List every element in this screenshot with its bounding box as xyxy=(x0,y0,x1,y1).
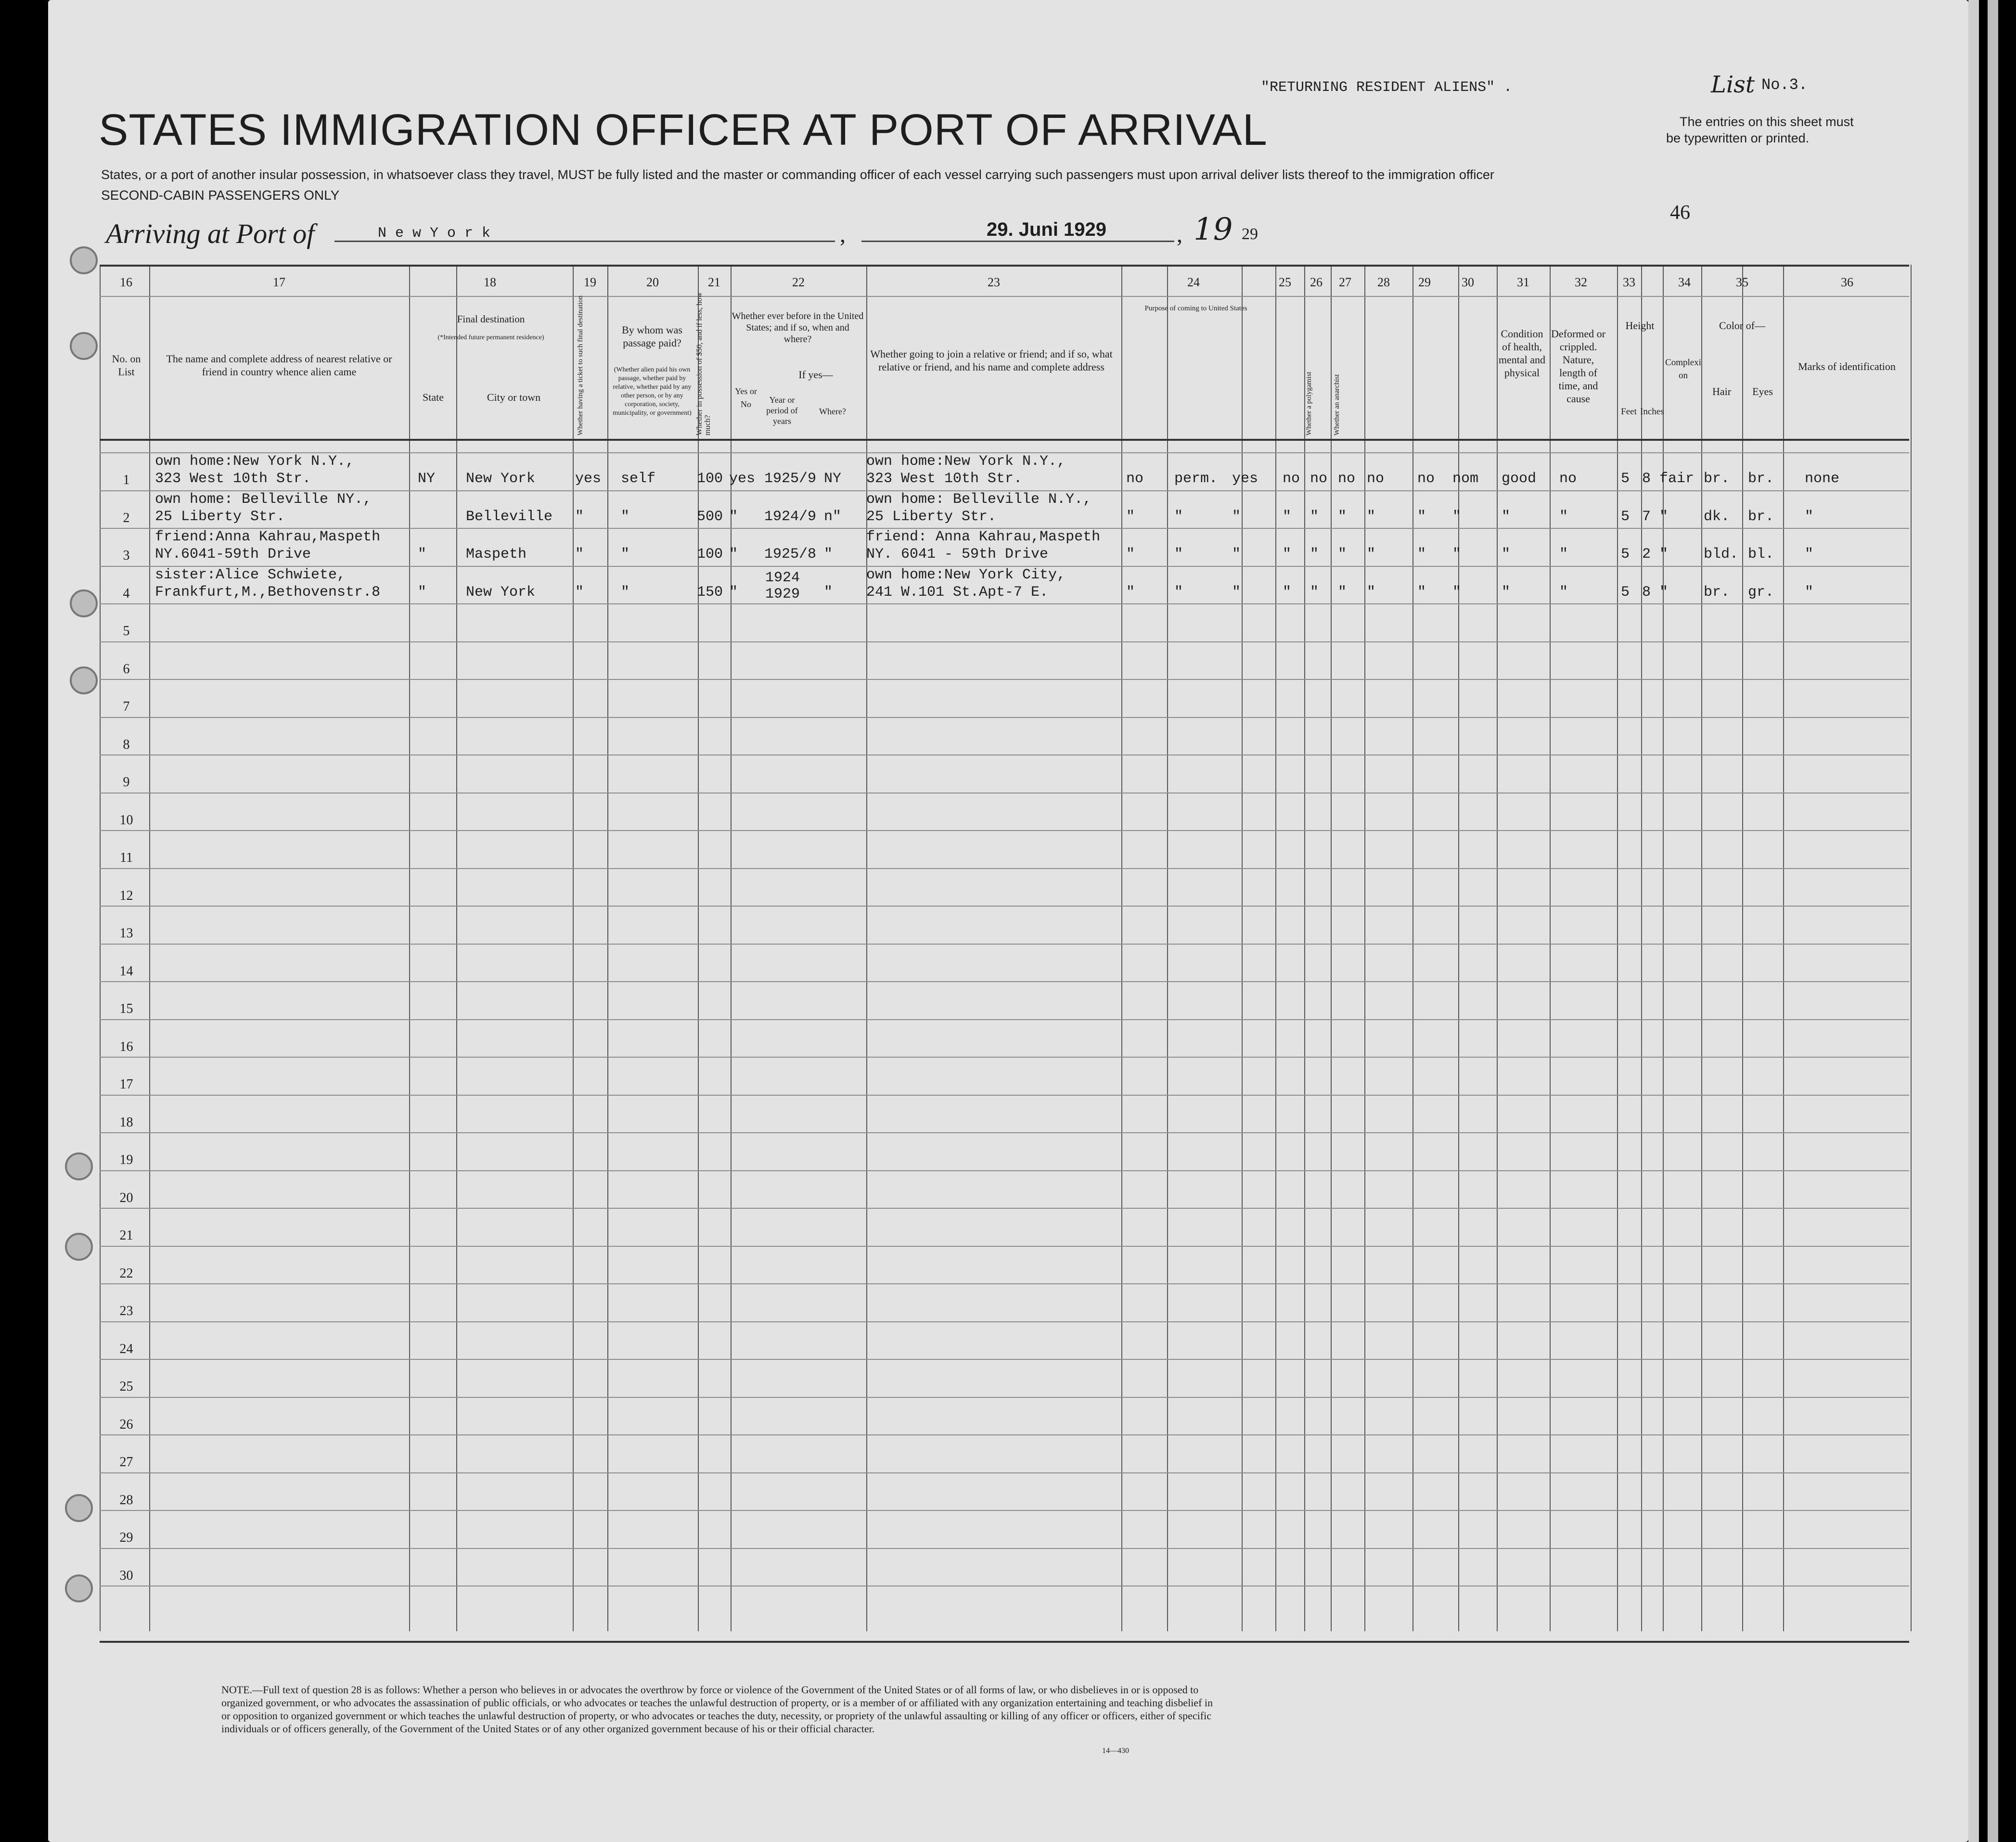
column-line xyxy=(698,265,699,1631)
join-address-line: 241 W.101 St.Apt-7 E. xyxy=(866,584,1049,601)
row-number: 21 xyxy=(119,1228,133,1243)
money-value: 100 xyxy=(697,546,723,563)
purpose-value: " xyxy=(1126,509,1135,525)
year-prefix: 19 xyxy=(1194,212,1233,247)
comma: , xyxy=(1177,222,1182,247)
row-line xyxy=(100,1057,1909,1058)
join-address-line: NY. 6041 - 59th Drive xyxy=(866,546,1049,563)
q25-value: " xyxy=(1283,509,1292,525)
header-health: Condition of health, mental and physical xyxy=(1498,328,1546,379)
row-number: 30 xyxy=(119,1568,133,1583)
before-in-us: " xyxy=(729,546,738,563)
header-ticket: Whether having a ticket to such final destination xyxy=(577,295,584,435)
deformed-value: " xyxy=(1559,584,1568,601)
row-number: 5 xyxy=(123,624,130,639)
column-number: 16 xyxy=(120,275,132,289)
purpose-value: " xyxy=(1174,584,1183,601)
cabin-line: SECOND-CABIN PASSENGERS ONLY xyxy=(101,188,340,203)
row-number: 14 xyxy=(119,964,133,979)
q30-value: nom xyxy=(1452,471,1479,487)
row-line xyxy=(100,717,1909,718)
row-line xyxy=(100,641,1909,642)
column-number: 27 xyxy=(1339,275,1351,289)
header-marks: Marks of identification xyxy=(1798,360,1896,372)
column-number: 25 xyxy=(1279,275,1291,289)
anarchist-value: " xyxy=(1338,546,1347,563)
row-line xyxy=(100,981,1909,982)
page-edge xyxy=(1968,0,1979,1842)
identification-marks: " xyxy=(1805,546,1814,563)
q28-value: " xyxy=(1367,584,1376,601)
destination-state: " xyxy=(418,546,427,563)
header-eyes: Eyes xyxy=(1752,385,1773,397)
header-divider xyxy=(100,296,1909,297)
column-number: 23 xyxy=(988,275,1000,289)
row-line xyxy=(100,1397,1909,1398)
column-line xyxy=(456,265,457,1631)
column-number: 36 xyxy=(1841,275,1853,289)
punch-hole xyxy=(70,246,98,274)
polygamist-value: no xyxy=(1310,471,1328,487)
row-number: 26 xyxy=(119,1417,133,1432)
column-line xyxy=(573,265,574,1631)
row-number: 2 xyxy=(123,511,130,525)
relative-address-line: own home:New York N.Y., xyxy=(155,453,355,470)
header-period: Year or period of years xyxy=(766,395,798,426)
row-number: 17 xyxy=(119,1077,133,1092)
column-line xyxy=(866,265,867,1631)
row-line xyxy=(100,603,1909,604)
header-possession-50: Whether in possession of $50, and if less, how much? xyxy=(695,292,712,435)
row-line xyxy=(100,1246,1909,1247)
height-inches: 8 xyxy=(1642,584,1651,601)
page-edge xyxy=(1988,0,1998,1842)
complexion-value: fair xyxy=(1659,471,1695,487)
row-number: 20 xyxy=(119,1190,133,1205)
row-number: 1 xyxy=(123,473,130,487)
instruction-line: States, or a port of another insular possession, in whatsoever class they travel, MUST be fully listed and the master or commanding officer of each vessel carrying such passengers must upon arrival deliver lists thereof to the immigration officer xyxy=(101,167,1494,182)
table-top-line xyxy=(100,265,1909,267)
deformed-value: " xyxy=(1559,546,1568,563)
column-line xyxy=(1304,265,1305,1631)
header-bottom-line xyxy=(100,439,1909,441)
q29-value: " xyxy=(1417,509,1426,525)
q25-value: " xyxy=(1283,546,1292,563)
deformed-value: no xyxy=(1559,471,1577,487)
join-address-line: friend: Anna Kahrau,Maspeth xyxy=(866,529,1101,545)
column-line xyxy=(1121,265,1122,1631)
purpose-value: no xyxy=(1126,471,1144,487)
destination-city: Belleville xyxy=(466,509,553,525)
ticket-value: " xyxy=(575,509,584,525)
punch-hole xyxy=(65,1152,93,1180)
punch-hole xyxy=(65,1233,93,1261)
purpose-value: " xyxy=(1174,546,1183,563)
passage-paid: " xyxy=(621,546,630,563)
complexion-value: " xyxy=(1659,546,1669,563)
column-line xyxy=(731,265,732,1631)
anarchist-value: " xyxy=(1338,509,1347,525)
destination-city: New York xyxy=(466,584,536,601)
footnote: NOTE.—Full text of question 28 is as follows: Whether a person who believes in or advocates the overthrow by force or violence of the Government of the United States or of all forms of law, or who disbelieves in or is opposed to organized government, or who advocates the assassination of public officials, or who advocates or teaches the unlawful destruction of property, or is a member of or affiliated with any organization entertaining and teaching disbelief in or opposition to organized government or which teaches the unlawful destruction of property, or who advocates or teaches the duty, necessity, or propriety of the unlawful assaulting or killing of any officer or officers, either of specific individuals or of officers generally, of the Government of the United States or of any other organized government because of his or their official character. xyxy=(221,1684,1213,1735)
comma: , xyxy=(840,222,846,247)
column-number: 30 xyxy=(1462,275,1474,289)
table-bottom-line xyxy=(100,1641,1909,1643)
eye-color: bl. xyxy=(1748,546,1774,563)
row-line xyxy=(100,1095,1909,1096)
passage-paid: " xyxy=(621,584,630,601)
header-no-on-list: No. on List xyxy=(112,353,141,378)
sheet-number: 46 xyxy=(1670,202,1690,224)
row-number: 9 xyxy=(123,775,130,790)
row-number: 12 xyxy=(119,888,133,903)
purpose-value: " xyxy=(1126,546,1135,563)
port-value: N e w Y o r k xyxy=(378,225,491,242)
hair-color: bld. xyxy=(1704,546,1739,563)
purpose-value: perm. xyxy=(1174,471,1218,487)
q29-value: no xyxy=(1417,471,1435,487)
header-deformed: Deformed or crippled. Nature, length of time, and cause xyxy=(1551,328,1605,405)
row-line xyxy=(100,944,1909,945)
row-number: 13 xyxy=(119,926,133,941)
punch-hole xyxy=(65,1574,93,1602)
row-line xyxy=(100,1170,1909,1171)
header-purpose: Purpose of coming to United States xyxy=(1144,305,1247,312)
q30-value: " xyxy=(1452,509,1462,525)
join-address-line: own home: Belleville N.Y., xyxy=(866,491,1092,508)
before-in-us: " xyxy=(729,509,738,525)
list-number: No.3. xyxy=(1761,76,1808,94)
relative-address-line: 323 West 10th Str. xyxy=(155,471,311,487)
row-line xyxy=(100,1208,1909,1209)
join-address-line: 323 West 10th Str. xyxy=(866,471,1023,487)
header-anarchist: Whether an anarchist xyxy=(1333,374,1341,435)
column-number: 20 xyxy=(646,275,659,289)
q28-value: no xyxy=(1367,471,1385,487)
purpose-value: yes xyxy=(1232,471,1258,487)
ticket-value: " xyxy=(575,546,584,563)
column-line xyxy=(1412,265,1413,1631)
header-join-relative: Whether going to join a relative or friend; and if so, what relative or friend, and his name and complete address xyxy=(870,348,1113,373)
date-line xyxy=(861,241,1174,242)
column-line xyxy=(1550,265,1551,1631)
returning-resident-stamp: "RETURNING RESIDENT ALIENS" . xyxy=(1261,79,1513,96)
column-number: 35 xyxy=(1736,275,1748,289)
q29-value: " xyxy=(1417,584,1426,601)
destination-state: " xyxy=(418,584,427,601)
row-line xyxy=(100,1434,1909,1435)
row-line xyxy=(100,679,1909,680)
row-number: 28 xyxy=(119,1493,133,1508)
column-number: 31 xyxy=(1517,275,1529,289)
column-number: 22 xyxy=(792,275,805,289)
row-line xyxy=(100,1283,1909,1284)
health-value: " xyxy=(1502,509,1511,525)
row-line xyxy=(100,1132,1909,1133)
passage-paid: self xyxy=(621,471,656,487)
column-number: 32 xyxy=(1575,275,1587,289)
row-line xyxy=(100,906,1909,907)
purpose-value: " xyxy=(1232,546,1241,563)
height-feet: 5 xyxy=(1621,509,1630,525)
before-in-us: " xyxy=(729,584,738,601)
row-line xyxy=(100,1359,1909,1360)
health-value: " xyxy=(1502,546,1511,563)
relative-address-line: friend:Anna Kahrau,Maspeth xyxy=(155,529,381,545)
purpose-value: " xyxy=(1232,584,1241,601)
column-number: 33 xyxy=(1623,275,1635,289)
punch-hole xyxy=(70,589,98,617)
q25-value: " xyxy=(1283,584,1292,601)
header-feet: Feet xyxy=(1621,407,1637,417)
relative-address-line: NY.6041-59th Drive xyxy=(155,546,311,563)
identification-marks: " xyxy=(1805,584,1814,601)
row-line xyxy=(100,868,1909,869)
column-number: 26 xyxy=(1310,275,1323,289)
polygamist-value: " xyxy=(1310,509,1319,525)
column-number: 34 xyxy=(1678,275,1691,289)
polygamist-value: " xyxy=(1310,584,1319,601)
header-complexion: Complexion xyxy=(1665,358,1701,381)
column-line xyxy=(1617,265,1618,1631)
header-where: Where? xyxy=(819,407,846,416)
join-address-line: own home:New York City, xyxy=(866,567,1066,583)
q25-value: no xyxy=(1283,471,1300,487)
anarchist-value: " xyxy=(1338,584,1347,601)
column-line xyxy=(1663,265,1664,1631)
relative-address-line: Frankfurt,M.,Bethovenstr.8 xyxy=(155,584,381,601)
punch-hole xyxy=(65,1494,93,1522)
purpose-value: " xyxy=(1174,509,1183,525)
column-line xyxy=(1331,265,1332,1631)
header-color: Color of— xyxy=(1719,320,1765,332)
ticket-value: " xyxy=(575,584,584,601)
period-value: 1925/8 xyxy=(764,546,817,563)
health-value: good xyxy=(1502,471,1537,487)
anarchist-value: no xyxy=(1338,471,1356,487)
row-number: 7 xyxy=(123,699,130,714)
passage-paid: " xyxy=(621,509,630,525)
complexion-value: " xyxy=(1659,509,1669,525)
column-line xyxy=(1167,265,1168,1631)
header-ever-before: Whether ever before in the United States; and if so, when and where? xyxy=(732,311,864,345)
row-number: 4 xyxy=(123,586,130,601)
row-number: 22 xyxy=(119,1266,133,1281)
purpose-value: " xyxy=(1126,584,1135,601)
header-final-destination: Final destination xyxy=(457,313,525,325)
join-address-line: 25 Liberty Str. xyxy=(866,509,997,525)
money-value: 500 xyxy=(697,509,723,525)
hair-color: br. xyxy=(1704,471,1730,487)
row-line xyxy=(100,1472,1909,1473)
column-number: 21 xyxy=(708,275,720,289)
column-number: 18 xyxy=(484,275,496,289)
identification-marks: " xyxy=(1805,509,1814,525)
form-number: 14—430 xyxy=(1102,1747,1129,1755)
row-number: 10 xyxy=(119,813,133,828)
column-line xyxy=(1497,265,1498,1631)
height-inches: 8 xyxy=(1642,471,1651,487)
hair-color: br. xyxy=(1704,584,1730,601)
where-value: n" xyxy=(824,509,842,525)
row-line xyxy=(100,1321,1909,1322)
q28-value: " xyxy=(1367,509,1376,525)
purpose-value: " xyxy=(1232,509,1241,525)
row-number: 18 xyxy=(119,1115,133,1130)
row-number: 6 xyxy=(123,662,130,677)
row-number: 16 xyxy=(119,1039,133,1054)
column-number: 19 xyxy=(584,275,596,289)
column-number: 24 xyxy=(1187,275,1200,289)
period-value: 1924/9 xyxy=(764,509,817,525)
header-city: City or town xyxy=(487,391,541,403)
header-if-yes: If yes— xyxy=(798,369,833,381)
header-hair: Hair xyxy=(1712,385,1732,397)
destination-city: Maspeth xyxy=(466,546,527,563)
row-number: 24 xyxy=(119,1342,133,1356)
column-line xyxy=(1783,265,1784,1631)
row-number: 19 xyxy=(119,1152,133,1167)
deformed-value: " xyxy=(1559,509,1568,525)
header-passage-paid-note: (Whether alien paid his own passage, whether paid by relative, whether paid by any other person, or by any corporation, society, municipality, or government) xyxy=(613,366,692,417)
row-line xyxy=(100,1548,1909,1549)
height-inches: 7 xyxy=(1642,509,1651,525)
header-polygamist: Whether a polygamist xyxy=(1305,371,1313,435)
row-number: 8 xyxy=(123,737,130,752)
row-number: 29 xyxy=(119,1530,133,1545)
height-feet: 5 xyxy=(1621,546,1630,563)
header-state: State xyxy=(423,391,444,403)
row-number: 23 xyxy=(119,1304,133,1318)
polygamist-value: " xyxy=(1310,546,1319,563)
identification-marks: none xyxy=(1805,471,1840,487)
list-label: List xyxy=(1711,71,1755,98)
column-line xyxy=(1242,265,1243,1631)
column-line xyxy=(1742,265,1743,1631)
q29-value: " xyxy=(1417,546,1426,563)
column-line xyxy=(1641,265,1642,1631)
page-title: STATES IMMIGRATION OFFICER AT PORT OF ARRIVAL xyxy=(99,105,1268,154)
row-number: 25 xyxy=(119,1379,133,1394)
row-line xyxy=(100,830,1909,831)
header-passage-paid: By whom was passage paid? xyxy=(622,324,682,349)
relative-address-line: own home: Belleville NY., xyxy=(155,491,372,508)
destination-state: NY xyxy=(418,471,436,487)
row-line xyxy=(100,1510,1909,1511)
eye-color: br. xyxy=(1748,509,1774,525)
destination-city: New York xyxy=(466,471,536,487)
column-line xyxy=(409,265,410,1631)
column-line xyxy=(149,265,150,1631)
relative-address-line: 25 Liberty Str. xyxy=(155,509,285,525)
eye-color: gr. xyxy=(1748,584,1774,601)
date-value: 29. Juni 1929 xyxy=(987,219,1107,240)
join-address-line: own home:New York N.Y., xyxy=(866,453,1066,470)
q30-value: " xyxy=(1452,584,1462,601)
health-value: " xyxy=(1502,584,1511,601)
header-height: Height xyxy=(1625,320,1655,332)
where-value: " xyxy=(824,584,833,601)
row-number: 3 xyxy=(123,548,130,563)
row-line xyxy=(100,1019,1909,1020)
period-value: 1924 xyxy=(765,570,800,586)
column-line xyxy=(1364,265,1365,1631)
height-inches: 2 xyxy=(1642,546,1651,563)
period-value: 1925/9 xyxy=(764,471,817,487)
row-number: 15 xyxy=(119,1001,133,1016)
column-line xyxy=(1911,265,1912,1631)
row-number: 27 xyxy=(119,1455,133,1470)
complexion-value: " xyxy=(1659,584,1669,601)
money-value: 150 xyxy=(697,584,723,601)
money-value: 100 xyxy=(697,471,723,487)
entries-note: be typewritten or printed. xyxy=(1666,131,1810,145)
punch-hole xyxy=(70,332,98,360)
row-number: 11 xyxy=(120,850,133,865)
column-line xyxy=(1458,265,1459,1631)
punch-hole xyxy=(70,666,98,694)
height-feet: 5 xyxy=(1621,584,1630,601)
period-value: 1929 xyxy=(765,586,800,602)
q28-value: " xyxy=(1367,546,1376,563)
header-relative-address: The name and complete address of nearest relative or friend in country whence alien came xyxy=(166,353,392,378)
entries-note: The entries on this sheet must xyxy=(1680,115,1854,129)
column-number: 17 xyxy=(273,275,285,289)
year-suffix: 29 xyxy=(1242,225,1258,243)
column-line xyxy=(100,265,101,1631)
column-line xyxy=(607,265,608,1631)
q30-value: " xyxy=(1452,546,1462,563)
arriving-label: Arriving at Port of xyxy=(106,218,315,249)
column-number: 29 xyxy=(1418,275,1431,289)
height-feet: 5 xyxy=(1621,471,1630,487)
where-value: " xyxy=(824,546,833,563)
header-final-destination-note: (*Intended future permanent residence) xyxy=(437,334,544,341)
ticket-value: yes xyxy=(575,471,602,487)
column-line xyxy=(1275,265,1276,1631)
column-line xyxy=(1701,265,1702,1631)
column-number: 28 xyxy=(1377,275,1390,289)
before-in-us: yes xyxy=(729,471,756,487)
header-yes-no: Yes or No xyxy=(735,386,757,409)
eye-color: br. xyxy=(1748,471,1774,487)
relative-address-line: sister:Alice Schwiete, xyxy=(155,567,346,583)
where-value: NY xyxy=(824,471,842,487)
header-inches: Inches xyxy=(1640,407,1664,417)
hair-color: dk. xyxy=(1704,509,1730,525)
